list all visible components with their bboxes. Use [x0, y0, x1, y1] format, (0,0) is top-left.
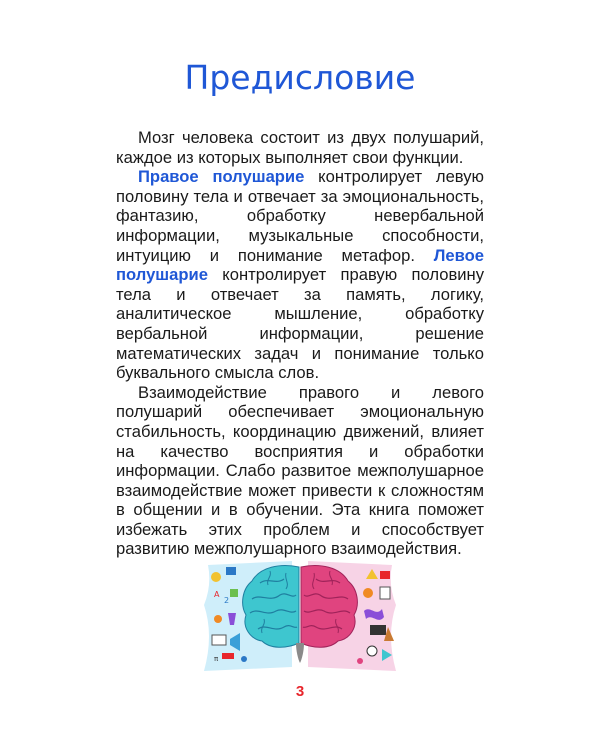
paragraph-1: Мозг человека состоит из двух полушарий, каждое из которых выполняет свои функции. [116, 128, 484, 167]
term-right-hemisphere: Правое полушарие [138, 167, 305, 187]
brain-hemispheres-illustration [200, 555, 400, 673]
page-title: Предисловие [184, 58, 416, 97]
paragraph-2-text-b: контролирует правую половину тела и отвечает за память, логику, аналитическое мышление, обработку вербальной информации, решение математических задач и понимание только буквального смысла слов. [116, 265, 484, 383]
sun-icon [211, 572, 221, 582]
paint-icon [380, 571, 390, 579]
body-text [116, 128, 484, 559]
page-number: 3 [295, 683, 305, 700]
block-icon [230, 589, 238, 597]
term-left-hemisphere: Левое полушарие [116, 245, 484, 285]
brain-stem [296, 643, 304, 663]
book-icon [226, 567, 236, 575]
ruler-icon [222, 653, 234, 659]
paragraph-2 [116, 167, 484, 383]
palette-icon [363, 588, 373, 598]
clapper-icon [370, 625, 386, 635]
svg-text:2: 2 [224, 596, 230, 605]
ball-icon [214, 615, 222, 623]
svg-text:π: π [214, 655, 219, 663]
soccer-ball-icon [367, 646, 377, 656]
paragraph-3: Взаимодействие правого и левого полушарий обеспечивает эмоциональную стабильность, координацию движений, влияет на качество восприятия и обработки информации. Слабо развитое межполушарное взаимодействие может привести к сложностям в общении и в обучении. Эта книга поможет избежать этих проблем и способствует развитию межполушарного взаимодействия. [116, 382, 484, 559]
camera-icon [380, 587, 390, 599]
paragraph-2-text-a: контролирует левую половину тела и отвечает за эмоциональность, фантазию, обработку невербальной информации, музыкальные способности, интуицию и понимание метафор. [116, 167, 484, 265]
calculator-icon [212, 635, 226, 645]
svg-text:A: A [214, 590, 220, 599]
